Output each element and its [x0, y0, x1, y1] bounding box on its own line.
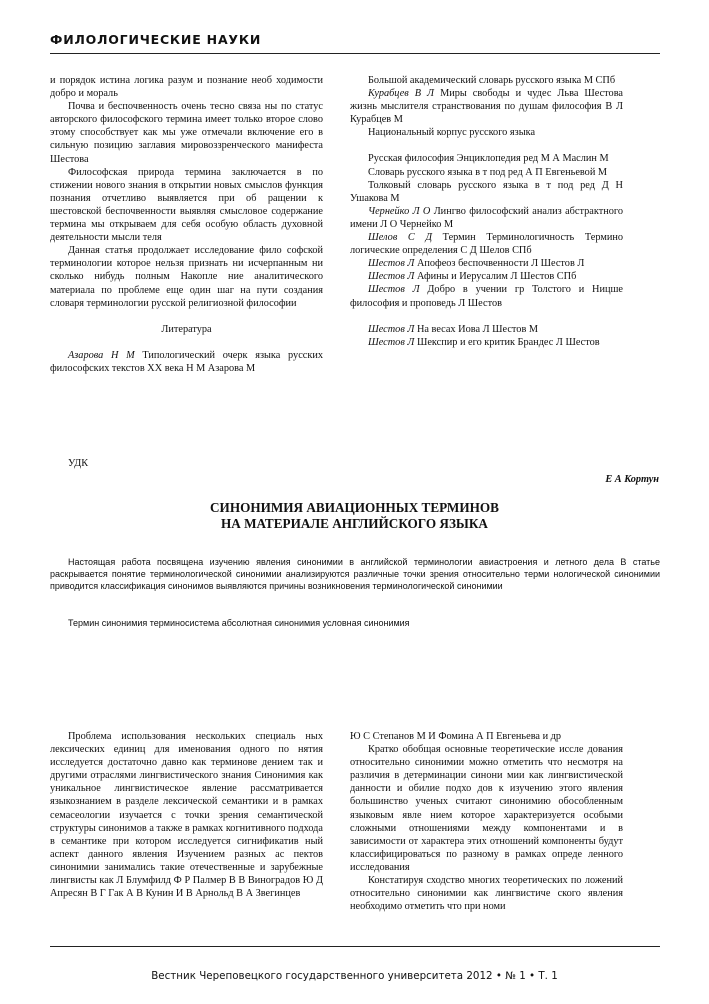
reference-text: Русская философия Энциклопедия ред М А Маслин М: [368, 153, 609, 165]
reference-item: [350, 336, 623, 349]
reference-text: На весах Иова Л Шестов М: [416, 323, 539, 335]
body-left-column: [50, 730, 323, 900]
reference-item: [350, 323, 623, 336]
reference-item: [350, 270, 623, 283]
udk-label: УДК: [68, 458, 89, 469]
reference-text: Миры свободы и чудес Льва Шестова жизнь мыслителя странствования по душам философия В Л Курабцев М: [350, 88, 623, 126]
reference-item: [350, 87, 623, 126]
paragraph: Данная статья продолжает исследование фило софской терминологии которое нельзя признать ни исчерпанным ни сколько нибудь полным Накопле ние аналитического материала по проблеме еще один шаг на пути создания словаря терминологии русской религиозной философии: [50, 245, 323, 309]
reference-item: [350, 257, 623, 270]
reference-item: [350, 166, 623, 179]
paragraph: Ю С Степанов М И Фомина А П Евгеньева и др: [350, 731, 562, 742]
body-right-column: [350, 730, 623, 913]
reference-author: Шестов Л: [368, 323, 415, 335]
reference-author: Шестов Л: [368, 258, 415, 270]
paragraph: Почва и беспочвенность очень тесно связа ны по статус авторского философского термина имеет только второе слово этому способствует как мы уже отмечали включение его в сильную позицию заглавия мировоззренческого манифеста Шестова: [50, 101, 323, 165]
reference-author: Шестов Л: [368, 271, 415, 283]
paragraph: и порядок истина логика разум и познание необ ходимости добро и мораль: [50, 75, 323, 100]
paragraph: Проблема использования нескольких специаль ных лексических единиц для именования одного по нятия исследуется достаточно давно как терминове дением так и другими отраслями лингвистического знания Синонимия как уникальное лингвистическое явление рассматривается языкознанием в разделе лексической семантики и в рамках семасеологии изучается с точки зрения семантической структуры синонимов а также в рамках когнитивного подхода в семантике при котором исследуется сигнификатив ный аспект данного явления Изучением разных ас пектов синонимии занимались такие отечественные и зарубежные лингвисты как Л Блумфилд Ф Р Палмер В В Виноградов Ю Д Апресян В Г Гак А В Кунин И В Арнольд В А Звегинцев: [50, 731, 323, 900]
paragraph: Констатируя сходство многих теоретических по ложений относительно синонимии как лингвистиче ского явления необходимо отметить что при номи: [350, 875, 623, 913]
title-line: СИНОНИМИЯ АВИАЦИОННЫХ ТЕРМИНОВ: [210, 500, 499, 515]
reference-text: Афины и Иерусалим Л Шестов СПб: [416, 271, 577, 283]
paragraph: Кратко обобщая основные теоретические иссле дования относительно синонимии можно отметить что несмотря на различия в детерминации синони мии как лингвистической данности и обилие подхо дов к изучению этого явления большинство ученых считают синонимию обособленным языковым явле нием которое характеризуется особыми сложными отношениями между компонентами и в зависимости от характера этих отношений компоненты будут классифицироваться по разному в рамках опреде ленного исследования: [350, 744, 623, 873]
top-right-column: [350, 74, 623, 349]
reference-author: Азарова Н М: [68, 349, 135, 361]
reference-item: [350, 283, 623, 309]
reference-item: [350, 231, 623, 257]
keywords: Термин синонимия терминосистема абсолютная синонимия условная синонимия: [68, 618, 410, 628]
reference-author: Шестов Л: [368, 284, 420, 296]
paragraph: Философская природа термина заключается в по стижении нового знания в открытии новых смыслов функция познания отчетливо выявляется при об ращении к шестовской беспочвенности выявляя смысловое содержание термина мы открываем для себя особую область духовной деятельности мысли теля: [50, 166, 323, 244]
reference-author: Шелов С Д: [368, 232, 433, 244]
reference-text: Большой академический словарь русского языка М СПб: [368, 75, 616, 86]
reference-item: [350, 74, 623, 87]
article-author: Е А Кортун: [605, 474, 659, 485]
reference-author: Шестов Л: [368, 336, 415, 348]
reference-item: [350, 152, 623, 165]
article-title: [0, 500, 709, 532]
reference-text: Словарь русского языка в т под ред А П Евгеньевой М: [368, 166, 608, 178]
reference-text: Шекспир и его критик Брандес Л Шестов: [416, 336, 600, 348]
reference-item: [350, 205, 623, 231]
reference-author: Чернейко Л О: [368, 205, 431, 217]
abstract: Настоящая работа посвящена изучению явления синонимии в английской терминологии авиастроения и летного дела В статье раскрывается понятие терминологической синонимии анализируются различные точки зрения относительно терми нологической синонимии приводится классификация синонимов выявляются причины возникновения терминологической синонимии: [50, 557, 660, 592]
reference-text: Типологический очерк языка русских философских текстов XX века Н М Азарова М: [50, 349, 323, 374]
reference-author: Курабцев В Л: [368, 88, 435, 100]
footer-rule: [50, 946, 660, 947]
literature-heading: Литература: [161, 323, 212, 335]
journal-footer: Вестник Череповецкого государственного университета 2012 • № 1 • Т. 1: [151, 970, 558, 982]
title-line: НА МАТЕРИАЛЕ АНГЛИЙСКОГО ЯЗЫКА: [221, 516, 488, 531]
reference-text: Апофеоз беспочвенности Л Шестов Л: [416, 258, 585, 270]
reference-text: Толковый словарь русского языка в т под ред Д Н Ушакова М: [350, 179, 623, 204]
reference-item: [50, 349, 323, 375]
top-left-column: [50, 74, 323, 375]
reference-text: Добро в учении гр Толстого и Ницше философия и проповедь Л Шестов: [350, 284, 623, 309]
reference-text: Национальный корпус русского языка: [368, 127, 536, 139]
reference-item: [350, 126, 623, 139]
header-rule: [50, 53, 660, 54]
reference-text: Термин Терминологичность Термино логические определения С Д Шелов СПб: [350, 232, 624, 257]
section-title: ФИЛОЛОГИЧЕСКИЕ НАУКИ: [50, 32, 262, 47]
reference-item: [350, 179, 623, 205]
reference-text: Лингво философский анализ абстрактного имени Л О Чернейко М: [350, 205, 623, 230]
